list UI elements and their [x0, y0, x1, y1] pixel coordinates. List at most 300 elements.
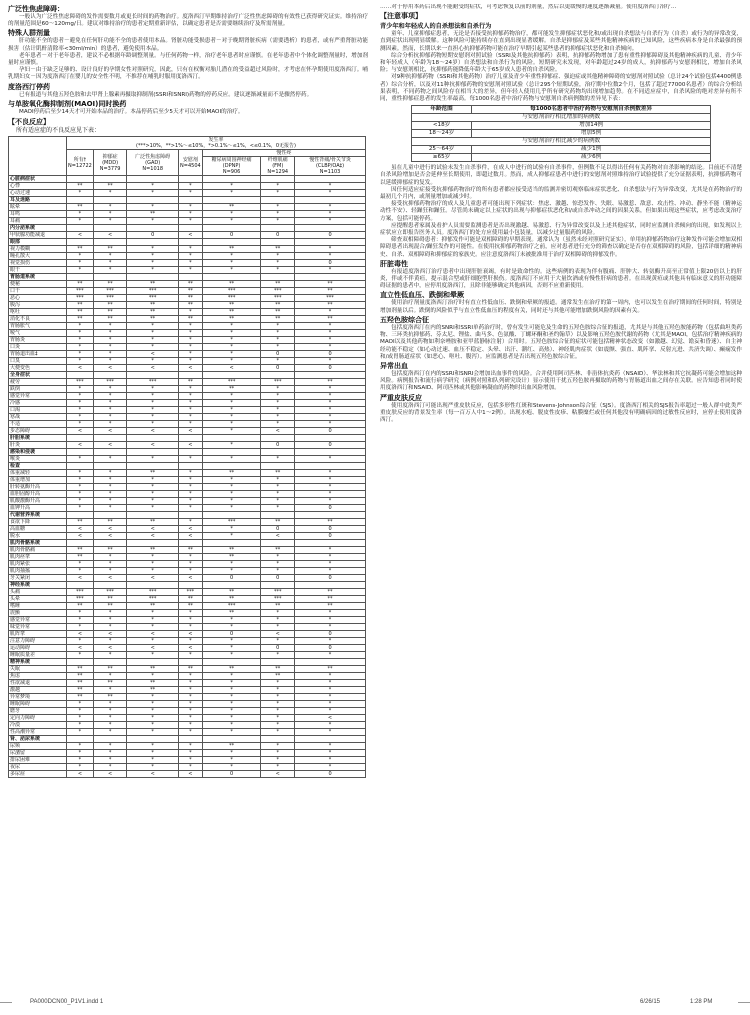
cell-value: *	[93, 498, 126, 505]
cell-value: 0	[261, 442, 295, 449]
cell-value: **	[127, 519, 179, 526]
cell-value: *	[67, 708, 94, 715]
age-range: 18～24岁	[412, 130, 472, 138]
cell-value: **	[67, 309, 94, 316]
cell-value	[127, 197, 179, 204]
cell-value: *	[179, 204, 203, 211]
table-system-row	[9, 197, 366, 204]
cell-value: 0	[295, 771, 366, 778]
cell-value: *	[202, 715, 261, 722]
cell-value	[202, 582, 261, 589]
cell-value: *	[127, 407, 179, 414]
cell-value: *	[202, 694, 261, 701]
cell-value: **	[295, 666, 366, 673]
cell-value: <	[127, 645, 179, 652]
cell-value: <	[127, 575, 179, 582]
cell-value: *	[295, 190, 366, 197]
table-row	[9, 183, 366, 190]
cell-value: *	[93, 267, 126, 274]
cell-value: **	[179, 302, 203, 309]
cell-value: *	[67, 477, 94, 484]
cell-value: **	[202, 547, 261, 554]
cell-value: **	[295, 281, 366, 288]
cell-value	[295, 512, 366, 519]
cell-value	[67, 582, 94, 589]
cell-value: **	[67, 554, 94, 561]
cell-value: *	[261, 610, 295, 617]
adverse-reactions-table	[8, 136, 366, 778]
cell-value: *	[67, 337, 94, 344]
cell-value	[179, 449, 203, 456]
row-label: 便秘	[9, 281, 67, 288]
heading-adverse: 【不良反应】	[8, 118, 50, 127]
cell-value	[93, 659, 126, 666]
row-label: 焦虑	[9, 673, 67, 680]
cell-value: *	[202, 344, 261, 351]
row-label: 呕吐	[9, 309, 67, 316]
cell-value: *	[179, 708, 203, 715]
cell-value: *	[202, 568, 261, 575]
row-label: 失眠	[9, 666, 67, 673]
cell-value: **	[67, 673, 94, 680]
cell-value: **	[93, 183, 126, 190]
cell-value: ***	[67, 589, 94, 596]
cell-value: <	[179, 575, 203, 582]
cell-value: *	[202, 358, 261, 365]
cell-value: *	[67, 267, 94, 274]
cell-value: **	[127, 302, 179, 309]
cell-value: <	[261, 428, 295, 435]
cell-value: *	[295, 204, 366, 211]
cell-value: *	[261, 491, 295, 498]
cell-value: <	[127, 526, 179, 533]
cell-value: <	[127, 631, 179, 638]
cell-value: *	[127, 358, 179, 365]
cell-value: **	[67, 316, 94, 323]
paragraph-discontinuation: 已有报道与其他五羟色胺和去甲肾上腺素再摄取抑制剂(SSRI和SNRI)药物的停药反应。建议逐渐减量而不是骤然停药。	[19, 91, 313, 98]
row-label: 检查	[9, 463, 67, 470]
row-label: 口臭	[9, 358, 67, 365]
table-row	[9, 617, 366, 624]
cell-value: *	[202, 442, 261, 449]
table-row	[9, 246, 366, 253]
cell-value: *	[67, 757, 94, 764]
cell-value: *	[179, 673, 203, 680]
table-row	[9, 267, 366, 274]
table-row	[9, 687, 366, 694]
cell-value: *	[261, 393, 295, 400]
cell-value: *	[179, 337, 203, 344]
cell-value: *	[179, 617, 203, 624]
cell-value: *	[179, 498, 203, 505]
table-row	[9, 715, 366, 722]
row-label: 代谢营养系统	[9, 512, 67, 519]
cell-value: *	[261, 743, 295, 750]
cell-value: <	[67, 575, 94, 582]
cell-value	[295, 435, 366, 442]
cell-value: *	[295, 330, 366, 337]
table-row	[9, 638, 366, 645]
paragraph-top: ……对于停用本药后出现不能耐受的症状，可考虑恢复以前的剂量，然后以更缓慢的速度逐渐减量。使用度洛西汀治疗…	[380, 4, 677, 10]
cell-value	[93, 463, 126, 470]
row-label: 运动障碍	[9, 645, 67, 652]
cell-value: 0	[261, 526, 295, 533]
cell-value	[67, 225, 94, 232]
cell-value: ***	[202, 288, 261, 295]
cell-value: *	[202, 617, 261, 624]
cell-value: **	[261, 673, 295, 680]
cell-value: ***	[93, 589, 126, 596]
cell-value	[202, 239, 261, 246]
cell-value: **	[67, 246, 94, 253]
cell-value: *	[295, 491, 366, 498]
row-label: 疲劳	[9, 379, 67, 386]
cell-value: *	[261, 624, 295, 631]
row-label: 胃肠炎	[9, 337, 67, 344]
cell-value: *	[127, 561, 179, 568]
cell-value	[295, 225, 366, 232]
table-system-row	[9, 512, 366, 519]
cell-value	[127, 176, 179, 183]
cell-value: <	[67, 533, 94, 540]
cell-value: *	[295, 400, 366, 407]
row-label: 食欲下降	[9, 519, 67, 526]
cell-value: *	[261, 750, 295, 757]
cell-value: **	[127, 211, 179, 218]
cell-value	[202, 225, 261, 232]
cell-value: **	[67, 281, 94, 288]
age-range: ≥65岁	[412, 154, 472, 162]
cell-value: *	[295, 386, 366, 393]
cell-value: *	[93, 617, 126, 624]
cell-value: *	[261, 715, 295, 722]
cell-value: *	[179, 750, 203, 757]
cell-value: **	[93, 246, 126, 253]
table-row	[9, 442, 366, 449]
cell-value: **	[295, 603, 366, 610]
row-label: 睡眠质量差	[9, 652, 67, 659]
cell-value: *	[179, 519, 203, 526]
table-row	[9, 498, 366, 505]
cell-value: *	[93, 218, 126, 225]
cell-value	[127, 449, 179, 456]
cell-value: **	[93, 596, 126, 603]
row-label: 跌倒	[9, 386, 67, 393]
row-label: 定向力障碍	[9, 715, 67, 722]
cell-value: **	[67, 204, 94, 211]
cell-value	[93, 372, 126, 379]
cell-value: *	[202, 680, 261, 687]
cell-value: <	[179, 428, 203, 435]
cell-value: ***	[93, 288, 126, 295]
cell-value: *	[202, 645, 261, 652]
cell-value: *	[202, 561, 261, 568]
cell-value: **	[202, 470, 261, 477]
cell-value: 0	[295, 631, 366, 638]
age-row	[412, 130, 711, 138]
cell-value: **	[202, 596, 261, 603]
cell-value: *	[202, 624, 261, 631]
table-row	[9, 323, 366, 330]
cell-value	[202, 463, 261, 470]
cell-value: ***	[261, 589, 295, 596]
table-row	[9, 295, 366, 302]
row-label: 嗜睡	[9, 603, 67, 610]
cell-value: *	[179, 568, 203, 575]
cell-value: *	[179, 477, 203, 484]
cell-value: *	[179, 456, 203, 463]
age-row	[412, 146, 711, 154]
cell-value: **	[93, 309, 126, 316]
cell-value: *	[202, 190, 261, 197]
cell-value: *	[295, 246, 366, 253]
cell-value: **	[93, 302, 126, 309]
cell-value: <	[93, 645, 126, 652]
cell-value: *	[261, 680, 295, 687]
paragraph-elderly: 老年患者－对于老年患者，建议不必根据年龄调整剂量。与任何药物一样，治疗老年患者时应谨慎。在老年患者中个体化调整剂量时，增加剂量时应谨慎。	[8, 52, 368, 67]
cell-value: 0	[127, 232, 179, 239]
cell-value: *	[202, 673, 261, 680]
table-row	[9, 589, 366, 596]
table-row	[9, 652, 366, 659]
cell-value: *	[179, 400, 203, 407]
cell-value	[93, 225, 126, 232]
cell-value: *	[179, 554, 203, 561]
cell-value: **	[67, 302, 94, 309]
paragraph-bipolar: 筛查双相障碍患者：抑郁发作可能是双相障碍的早期表现。通常认为（虽然未经对照研究证实），单用抗抑郁药物治疗这种发作可能会增加双相障碍患者出现混合/躁狂发作的可能性。在使用抗抑郁药物治疗之前，应对患者进行充分的筛查以确定是否存在双相障碍的风险，包括详细的精神病史、自杀、双相障碍和抑郁症的家族史。应注意度洛西汀未被批准用于治疗双相障碍的抑郁发作。	[380, 237, 742, 258]
cell-value: *	[261, 757, 295, 764]
cell-value: *	[295, 687, 366, 694]
paragraph-hepatotoxicity: 有报道度洛西汀治疗患者中出现肝脏衰竭，有时是致命性的。这些病例的表现为伴有腹痛、肝肿大、转氨酶升高至正常值上限20倍以上的肝炎，伴或不伴黄疸，提示混合型或肝细胞型肝损伤。度洛西汀不应用于大量饮酒或有慢性肝病的患者。在出现黄疸或其他具有临床意义的肝功能障碍证据的患者中，应停用度洛西汀，且除非能够确定其他病因，否则不应重新使用。	[380, 268, 742, 290]
cell-value: *	[127, 183, 179, 190]
cell-value: *	[127, 393, 179, 400]
cell-value: *	[179, 414, 203, 421]
cell-value: *	[179, 729, 203, 736]
cell-value	[202, 176, 261, 183]
cell-value: *	[202, 484, 261, 491]
cell-value: *	[93, 400, 126, 407]
cell-value: *	[295, 337, 366, 344]
cell-value: *	[295, 456, 366, 463]
cell-value: *	[179, 624, 203, 631]
row-label: 味觉异常	[9, 624, 67, 631]
cell-value	[93, 239, 126, 246]
cell-value	[261, 176, 295, 183]
cell-value: **	[179, 666, 203, 673]
col-dpnp: 糖尿病周围神经痛(DPNP) N=906	[202, 157, 261, 176]
row-label: 全身症状	[9, 372, 67, 379]
cell-value	[295, 197, 366, 204]
cell-value	[261, 274, 295, 281]
footer-file: PA000DCN00_P1V1.indd 1	[30, 999, 104, 1005]
cell-value: **	[127, 666, 179, 673]
cell-value: *	[67, 638, 94, 645]
cell-value: <	[179, 232, 203, 239]
row-label: 肾、泌尿系统	[9, 736, 67, 743]
cell-value: *	[202, 407, 261, 414]
cell-value: *	[295, 743, 366, 750]
cell-value: *	[179, 358, 203, 365]
row-label: 神经系统	[9, 582, 67, 589]
table-row	[9, 344, 366, 351]
cell-value	[127, 463, 179, 470]
cell-value: **	[127, 680, 179, 687]
table-row	[9, 764, 366, 771]
cell-value	[202, 659, 261, 666]
cell-value: *	[295, 477, 366, 484]
age-row	[412, 122, 711, 130]
cell-value: ***	[127, 288, 179, 295]
cell-value	[295, 274, 366, 281]
row-label: 精神系统	[9, 659, 67, 666]
left-column	[8, 4, 368, 994]
cell-value: *	[179, 407, 203, 414]
table-row	[9, 260, 366, 267]
cell-value: *	[295, 680, 366, 687]
cell-value: *	[93, 610, 126, 617]
paragraph-suicide-1: 童年、儿童抑郁症患者，无论是否接受抗抑郁药物治疗，都可能发生抑郁症状恶化和/或出现自杀想法与自杀行为（自杀）或行为的异常改变，直到症状出现明显缓解。这种风险可能持续存在直到出现显著缓解。自杀是抑郁症及某些其他精神疾病的已知风险，这些疾病本身是自杀最强的预测因素。然而，长期以来一直担心抗抑郁药物可能在治疗早期引起某些患者的抑郁症状恶化和自杀倾向。	[380, 31, 742, 52]
cell-value: *	[179, 323, 203, 330]
cell-value: ***	[261, 596, 295, 603]
incidence-legend: (***>10%，**>1%～≤10%，*>0.1%～≤1%，<≤0.1%，0无报告)	[136, 143, 296, 150]
cell-value: 0	[295, 505, 366, 512]
cell-value: *	[127, 694, 179, 701]
cell-value: *	[261, 267, 295, 274]
cell-value: **	[127, 309, 179, 316]
cell-value: *	[202, 183, 261, 190]
cell-value: *	[127, 729, 179, 736]
cell-value: *	[261, 253, 295, 260]
table-row	[9, 211, 366, 218]
cell-value: *	[295, 344, 366, 351]
cell-value	[179, 372, 203, 379]
cell-value	[261, 225, 295, 232]
cell-value: *	[261, 498, 295, 505]
cell-value: <	[179, 631, 203, 638]
paragraph-suicide-4: 虽在儿童中进行的试验未发生自杀事件，在成人中进行的试验有自杀事件，但例数不足以得出任何有关药物对自杀影响的结论。目前还不清楚自杀风险增加是否会延伸至长期使用，即超过数月。然而，成人抑郁症患者中进行的安慰剂对照维持治疗试验提供了充分证据表明，抗抑郁药物可以延缓抑郁症的复发。	[380, 165, 742, 186]
cell-value: <	[93, 575, 126, 582]
cell-value: *	[261, 701, 295, 708]
cell-value: *	[261, 407, 295, 414]
cell-value: <	[93, 232, 126, 239]
cell-value: **	[67, 680, 94, 687]
cell-value: *	[202, 533, 261, 540]
row-label: 口炎	[9, 344, 67, 351]
cell-value: *	[295, 218, 366, 225]
cell-value: <	[93, 533, 126, 540]
cell-value: *	[93, 757, 126, 764]
cell-value: **	[261, 316, 295, 323]
cell-value	[202, 449, 261, 456]
cell-value: **	[295, 596, 366, 603]
heading-bleeding: 异常出血	[380, 361, 408, 370]
cell-value: *	[295, 484, 366, 491]
table-row	[9, 477, 366, 484]
cell-value: *	[295, 694, 366, 701]
paragraph-skin: 使用度洛西汀可能出现严重皮肤反应，包括多形性红斑和Stevens-Johnson综合征（SJS）。度洛西汀相关的SJS报告率超过一般人群中此类严重皮肤反应的背景发生率（每一百万人中1～2例）。出现水疱、脱皮性皮疹、粘膜糜烂或任何其他没有明确病因的过敏性反应时，应停止使用度洛西汀。	[380, 402, 742, 423]
cell-value: **	[93, 316, 126, 323]
table-system-row	[9, 274, 366, 281]
cell-value	[67, 239, 94, 246]
row-label: 血胆固醇升高	[9, 491, 67, 498]
cell-value: *	[67, 561, 94, 568]
cell-value: *	[93, 484, 126, 491]
cell-value: *	[93, 414, 126, 421]
cell-value: *	[261, 456, 295, 463]
cell-value: *	[93, 344, 126, 351]
cell-value: *	[93, 337, 126, 344]
cell-value: 0	[261, 232, 295, 239]
table-row	[9, 750, 366, 757]
cell-value: ***	[202, 519, 261, 526]
row-label: 心脏病症状	[9, 176, 67, 183]
cell-value: *	[67, 743, 94, 750]
age-value: 增加14例	[472, 122, 711, 130]
cell-value: *	[202, 428, 261, 435]
cell-value: *	[179, 330, 203, 337]
cell-value: *	[93, 505, 126, 512]
cell-value: *	[295, 267, 366, 274]
cell-value: *	[295, 309, 366, 316]
col-placebo: 安慰剂 N=4504	[179, 150, 203, 176]
cell-value: **	[295, 379, 366, 386]
table-row	[9, 393, 366, 400]
row-label: 震颤	[9, 610, 67, 617]
cell-value	[179, 582, 203, 589]
cell-value	[202, 540, 261, 547]
cell-value: *	[261, 323, 295, 330]
table-row	[9, 554, 366, 561]
cell-value: *	[93, 204, 126, 211]
table-caption: 所有适应症的不良反应见下表：	[16, 127, 101, 135]
cell-value: *	[261, 652, 295, 659]
cell-value: *	[261, 183, 295, 190]
cell-value: *	[202, 218, 261, 225]
table-system-row	[9, 372, 366, 379]
cell-value: *	[179, 183, 203, 190]
cell-value: <	[67, 232, 94, 239]
cell-value	[93, 435, 126, 442]
cell-value: *	[295, 617, 366, 624]
cell-value: *	[67, 211, 94, 218]
cell-value: <	[127, 533, 179, 540]
cell-value: 0	[202, 631, 261, 638]
cell-value: *	[93, 351, 126, 358]
cell-value: <	[67, 631, 94, 638]
table-row	[9, 288, 366, 295]
cell-value	[127, 582, 179, 589]
cell-value: *	[127, 554, 179, 561]
cell-value	[202, 197, 261, 204]
cell-value: **	[261, 547, 295, 554]
cell-value: *	[295, 421, 366, 428]
cell-value: ***	[93, 379, 126, 386]
cell-value: *	[202, 260, 261, 267]
cell-value: **	[127, 687, 179, 694]
cell-value: *	[127, 652, 179, 659]
cell-value	[93, 197, 126, 204]
cell-value: 0	[295, 351, 366, 358]
cell-value: *	[202, 701, 261, 708]
cell-value: <	[179, 771, 203, 778]
cell-value: **	[202, 281, 261, 288]
table-row	[9, 351, 366, 358]
table-row	[9, 253, 366, 260]
paragraph-suicide-2: 综合分析抗抑郁药物短期安慰剂对照试验（SSRI及其他抗抑郁药）表明，抗抑郁药物增加了患有重性抑郁障碍及其他精神疾病的儿童、青少年和年轻成人（年龄为18～24岁）自杀想法和自杀行为的风险。短期研究未发现，对年龄超过24岁的成人，抗抑郁药与安慰剂相比，增加自杀风险；与安慰剂相比，抗抑郁药能降低年龄大于65岁成人患者的自杀风险。	[380, 52, 742, 74]
row-label: 胃肠道系统	[9, 274, 67, 281]
table-system-row	[9, 449, 366, 456]
cell-value: *	[93, 491, 126, 498]
